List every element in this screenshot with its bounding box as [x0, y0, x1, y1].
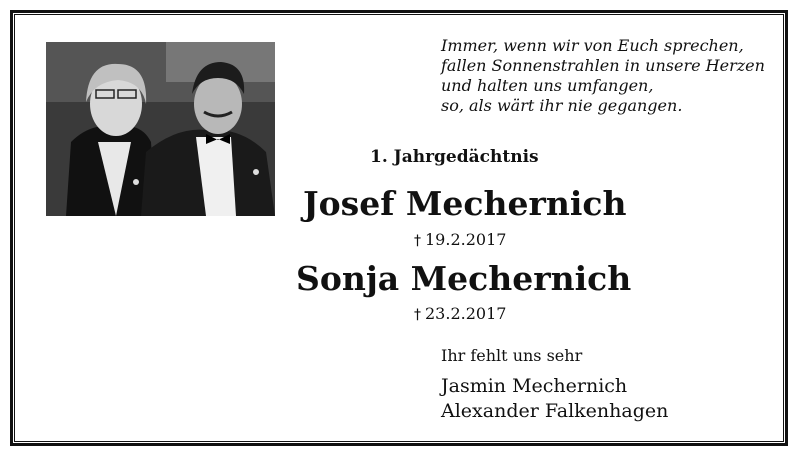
poem-line: und halten uns umfangen, — [441, 76, 654, 95]
deceased-name-sonja: Sonja Mechernich — [296, 259, 632, 298]
signers — [441, 374, 668, 424]
photo-illustration — [46, 42, 275, 216]
memorial-poem — [441, 36, 771, 116]
poem-line: Immer, wenn wir von Euch sprechen, — [441, 36, 744, 55]
death-date-josef — [414, 230, 506, 249]
cross-icon: † — [414, 233, 421, 249]
death-date-text: 19.2.2017 — [425, 230, 507, 249]
couple-photo — [46, 42, 275, 216]
death-date-text: 23.2.2017 — [425, 304, 507, 323]
signer-name: Jasmin Mechernich — [441, 375, 628, 397]
poem-line: so, als wärt ihr nie gegangen. — [441, 96, 683, 115]
closing-line: Ihr fehlt uns sehr — [441, 346, 583, 365]
signer-name: Alexander Falkenhagen — [441, 400, 669, 422]
deceased-name-josef: Josef Mechernich — [303, 184, 627, 223]
cross-icon: † — [414, 307, 421, 323]
poem-line: fallen Sonnenstrahlen in unsere Herzen — [441, 56, 765, 75]
death-date-sonja — [414, 304, 506, 323]
anniversary-heading: 1. Jahrgedächtnis — [370, 147, 539, 167]
